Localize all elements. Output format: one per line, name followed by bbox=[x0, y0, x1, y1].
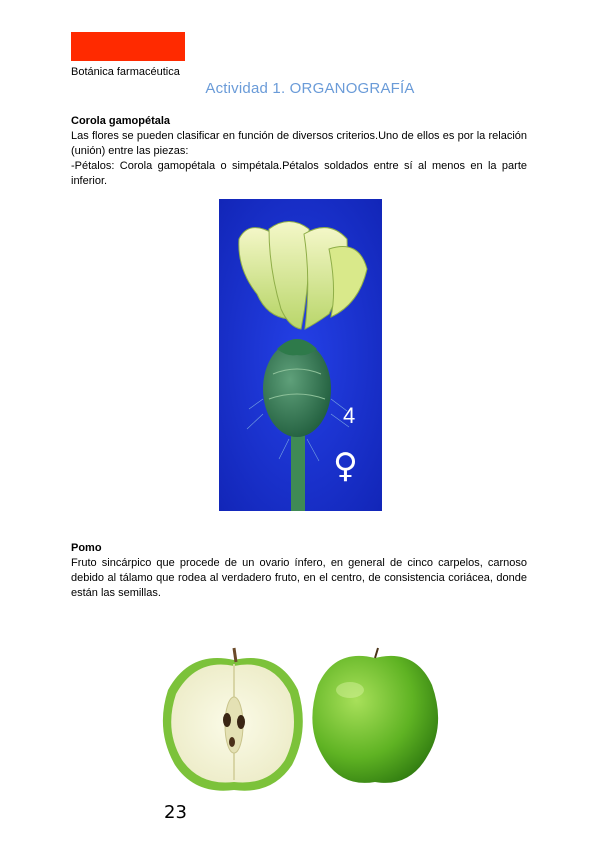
flower-number: 4 bbox=[343, 403, 356, 428]
stem bbox=[291, 424, 305, 511]
section-heading: Pomo bbox=[71, 542, 102, 554]
section-heading: Corola gamopétala bbox=[71, 115, 171, 127]
paragraph: -Pétalos: Corola gamopétala o simpétala.Pétalos soldados entre sí al menos en la parte inferior. bbox=[71, 160, 527, 187]
page-number: 23 bbox=[164, 802, 187, 823]
ovary bbox=[263, 341, 331, 437]
section-corola-gamopetala bbox=[71, 114, 527, 189]
whole-apple bbox=[312, 648, 438, 783]
section-pomo bbox=[71, 541, 527, 601]
page-title: Actividad 1. ORGANOGRAFÍA bbox=[205, 80, 415, 97]
apple-image bbox=[150, 640, 460, 800]
cut-apple bbox=[163, 648, 303, 791]
paragraph: Las flores se pueden clasificar en función de diversos criterios.Uno de ellos es por la relación (unión) entre las piezas: bbox=[71, 130, 527, 157]
header-subject: Botánica farmacéutica bbox=[71, 66, 180, 78]
red-logo-block bbox=[71, 32, 185, 61]
flower-image bbox=[219, 199, 382, 511]
paragraph: Fruto sincárpico que procede de un ovario ínfero, en general de cinco carpelos, carnoso debido al tálamo que rodea al verdadero fruto, en el centro, de consistencia coriácea, donde están las semillas. bbox=[71, 557, 527, 599]
female-symbol-icon: ♀ bbox=[333, 446, 358, 486]
